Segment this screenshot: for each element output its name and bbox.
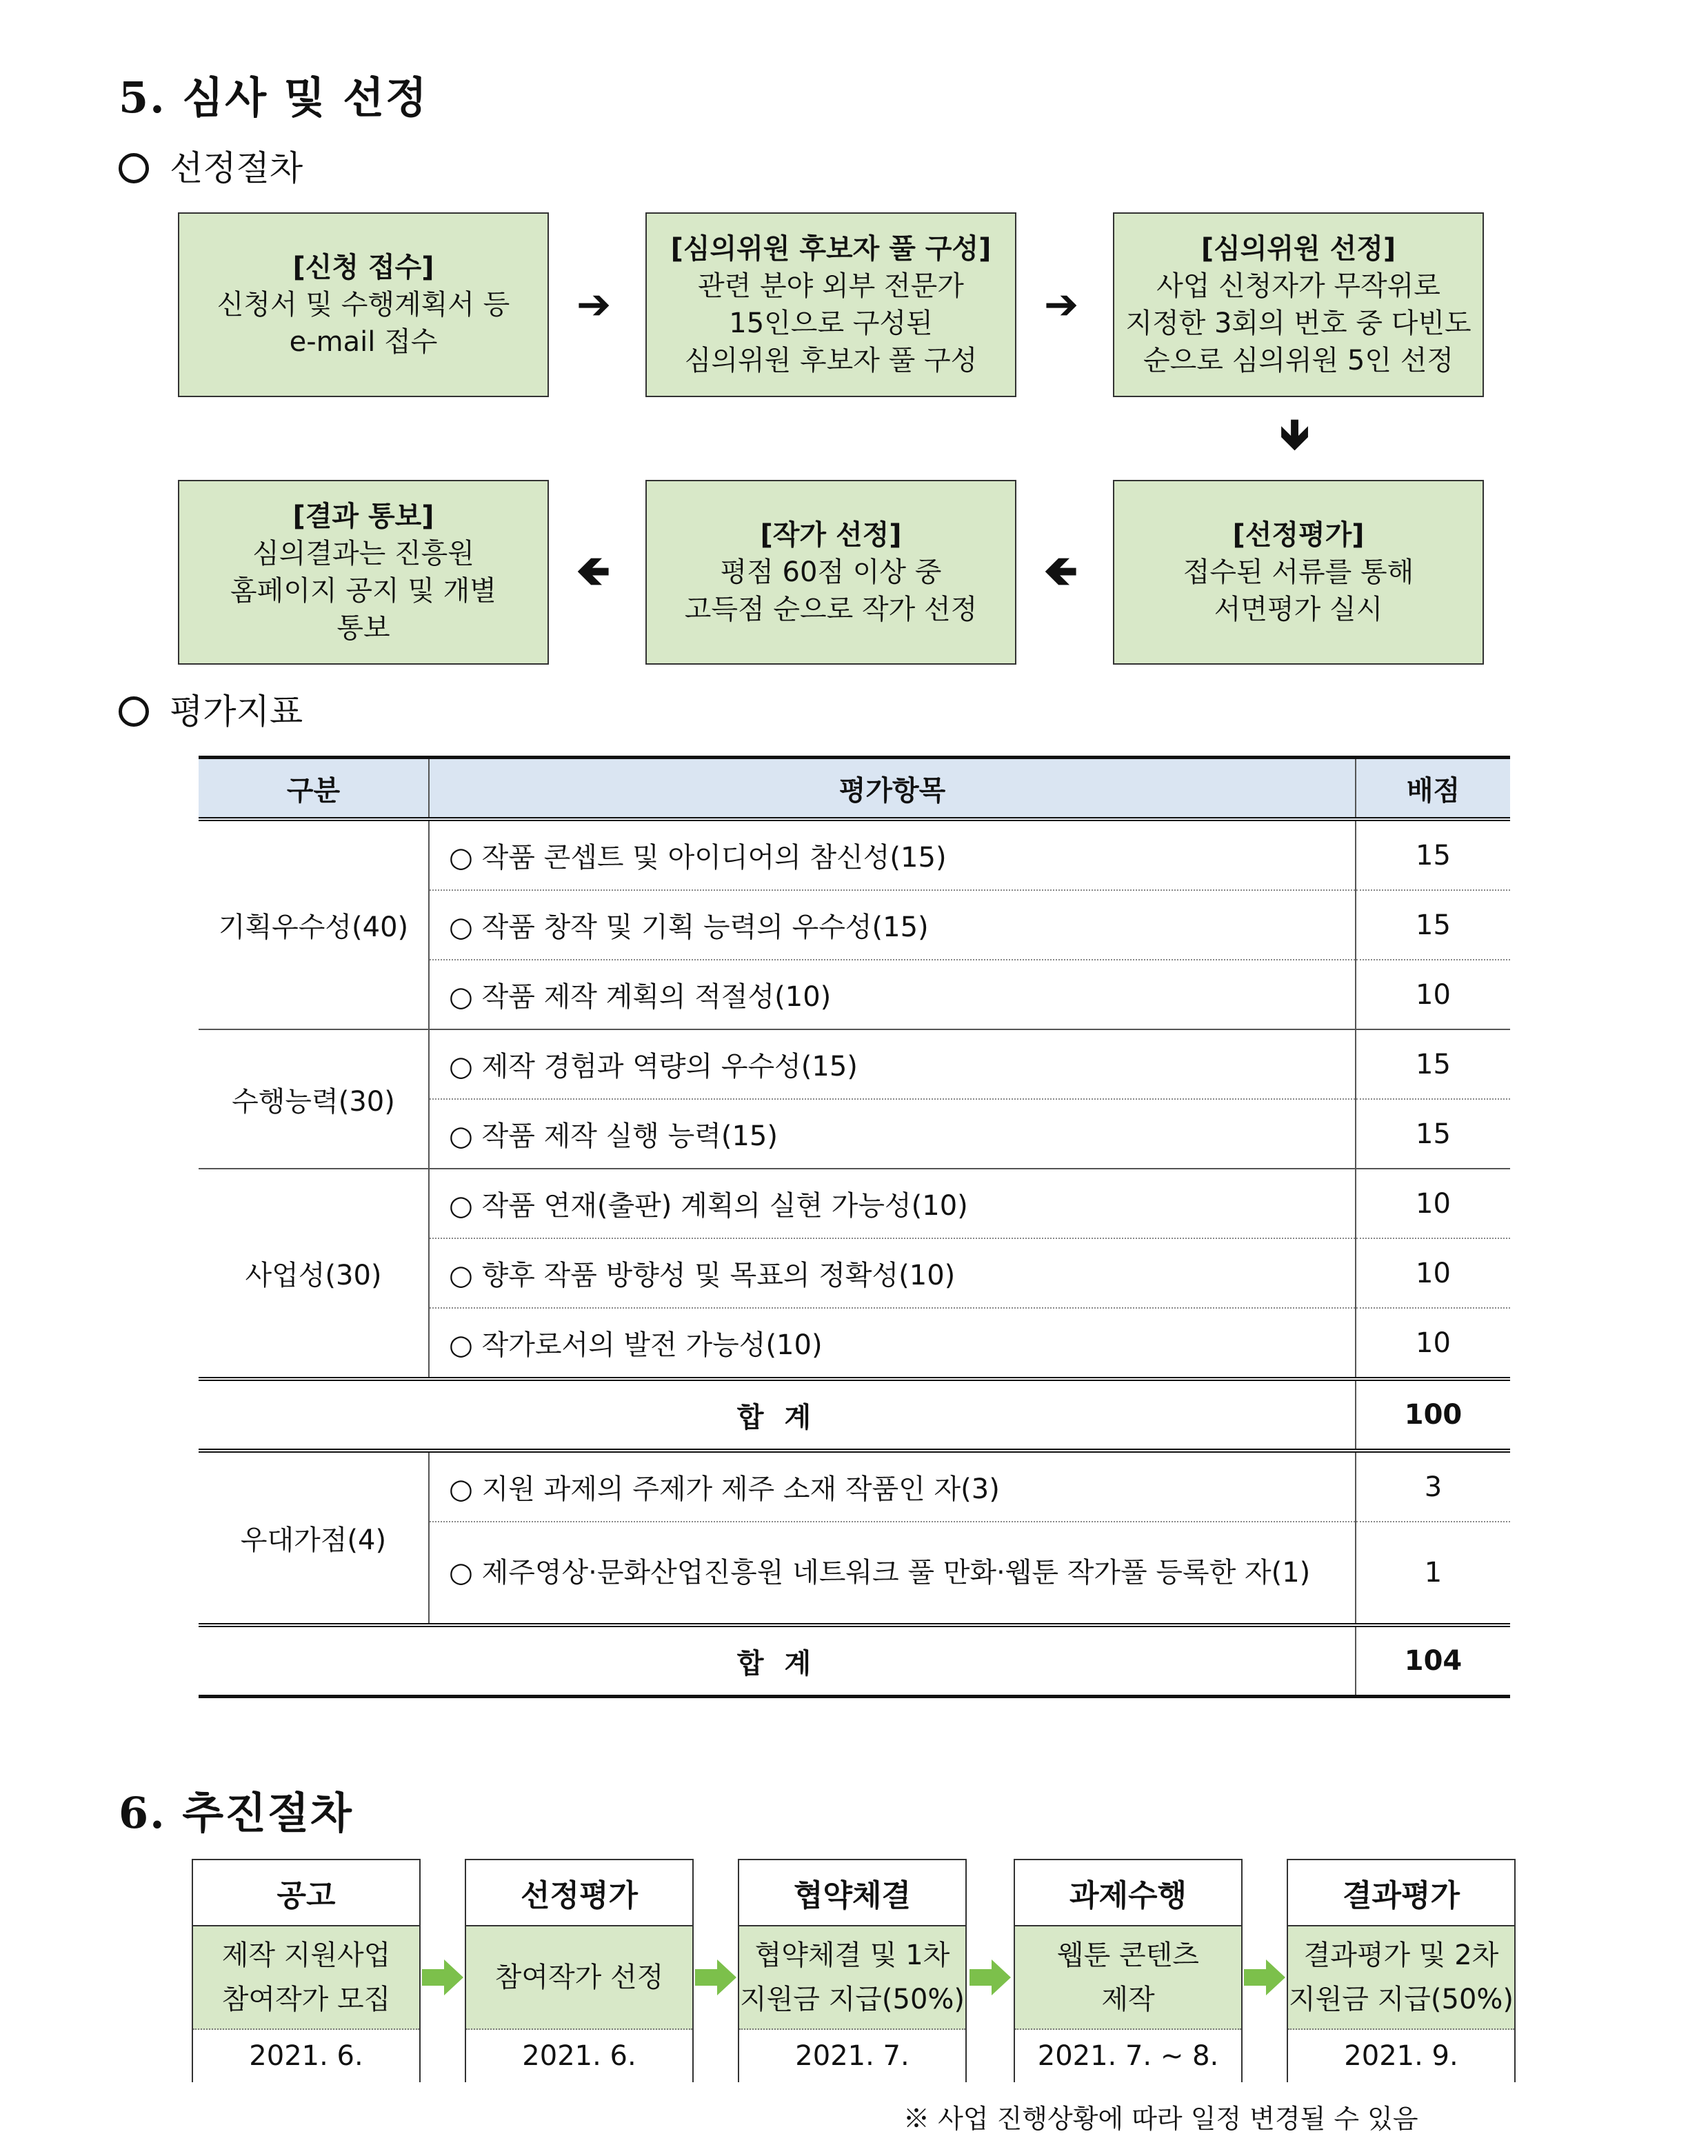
score-cell: 10 — [1416, 1327, 1451, 1359]
table-row — [199, 819, 1510, 890]
score-cell: 15 — [1356, 1099, 1510, 1169]
process-step-desc — [1015, 1926, 1241, 2030]
process-desc-line: 협약체결 및 1차 — [754, 1940, 950, 1971]
flow-step-line: 심의결과는 진흥원 — [252, 538, 474, 570]
process-desc-line: 지원금 지급(50%) — [1288, 1984, 1514, 2015]
green-right-arrow-icon — [1244, 1957, 1285, 1998]
process-desc-line: 참여작가 모집 — [221, 1984, 391, 2015]
item-cell: ○ 제작 경험과 역량의 우수성(15) — [429, 1029, 1356, 1099]
item-cell: ○ 향후 작품 방향성 및 목표의 정확성(10) — [429, 1238, 1356, 1308]
flow-step-line: 평점 60점 이상 중 — [720, 556, 942, 588]
process-step-agreement — [738, 1859, 967, 2082]
score-cell: 15 — [1356, 819, 1510, 890]
score-cell: 15 — [1356, 890, 1510, 960]
flow-step-title: [결과 통보] — [292, 501, 434, 532]
process-step-name: 공고 — [193, 1860, 419, 1926]
table-header-row — [199, 758, 1510, 820]
process-desc-line: 제작 지원사업 — [221, 1940, 391, 1971]
table-row — [199, 1029, 1510, 1099]
process-step-date: 2021. 9. — [1288, 2030, 1514, 2082]
flow-step-line: 접수된 서류를 통해 — [1183, 556, 1414, 588]
subtotal-value: 100 — [1356, 1379, 1510, 1451]
flow-step-committee — [1113, 212, 1484, 397]
flow-step-line: 관련 분야 외부 전문가 — [698, 270, 964, 302]
category-cell: 사업성(30) — [199, 1169, 429, 1379]
score-cell: 3 — [1356, 1451, 1510, 1522]
flow-step-application — [178, 212, 549, 397]
item-cell: ○ 작가로서의 발전 가능성(10) — [429, 1308, 1356, 1379]
item-cell: ○ 제주영상·문화산업진흥원 네트워크 풀 만화·웹툰 작가풀 등록한 자(1) — [429, 1522, 1356, 1625]
score-cell: 10 — [1356, 960, 1510, 1029]
evaluation-table — [199, 756, 1510, 1698]
flow-step-selection — [645, 480, 1016, 665]
flow-step-title: [작가 선정] — [760, 519, 902, 551]
left-arrow-icon: 🡸 — [1044, 547, 1078, 595]
section6-title: 6. 추진절차 — [119, 1788, 353, 1838]
right-arrow-icon: ➔ — [576, 281, 612, 329]
subtotal-label: 합 계 — [199, 1379, 1356, 1451]
flow-step-line: e-mail 접수 — [289, 326, 438, 358]
category-cell: 기획우수성(40) — [199, 819, 429, 1029]
total-label: 합 계 — [199, 1625, 1356, 1697]
process-step-date: 2021. 7. — [739, 2030, 965, 2082]
flow-step-line: 심의위원 후보자 풀 구성 — [684, 345, 978, 376]
green-right-arrow-icon — [969, 1957, 1011, 1998]
item-cell: ○ 작품 연재(출판) 계획의 실현 가능성(10) — [429, 1169, 1356, 1238]
hollow-circle-icon — [119, 153, 149, 183]
hollow-circle-icon — [119, 696, 149, 727]
left-arrow-icon: 🡸 — [576, 547, 610, 595]
process-step-desc — [1288, 1926, 1514, 2030]
flow-step-line: 사업 신청자가 무작위로 — [1156, 270, 1440, 302]
process-step-evaluation — [465, 1859, 694, 2082]
process-desc-line: 결과평가 및 2차 — [1303, 1940, 1499, 1971]
process-step-date: 2021. 6. — [466, 2030, 692, 2082]
total-row — [199, 1625, 1510, 1697]
process-step-desc — [193, 1926, 419, 2030]
flow-step-evaluation — [1113, 480, 1484, 665]
flow-step-line: 통보 — [336, 612, 390, 644]
process-step-date: 2021. 6. — [193, 2030, 419, 2082]
schedule-note: ※ 사업 진행상황에 따라 일정 변경될 수 있음 — [903, 2104, 1418, 2134]
flow-step-line: 15인으로 구성된 — [729, 308, 933, 339]
flow-step-result — [178, 480, 549, 665]
criteria-heading — [119, 684, 303, 734]
process-step-execution — [1014, 1859, 1243, 2082]
subtotal-row — [199, 1379, 1510, 1451]
table-row — [199, 1451, 1510, 1522]
process-step-result — [1287, 1859, 1516, 2082]
flow-step-line: 순으로 심의위원 5인 선정 — [1143, 345, 1454, 376]
header-category: 구분 — [199, 758, 429, 820]
procedure-heading-text: 선정절차 — [170, 148, 303, 188]
table-row — [199, 1169, 1510, 1238]
process-desc-line: 웹툰 콘텐츠 — [1057, 1940, 1199, 1971]
process-step-name: 협약체결 — [739, 1860, 965, 1926]
score-cell: 1 — [1424, 1557, 1443, 1589]
flow-step-title: [선정평가] — [1232, 519, 1365, 551]
procedure-heading — [119, 141, 303, 190]
flow-step-title: [신청 접수] — [292, 252, 434, 283]
process-desc-line: 제작 — [1101, 1984, 1155, 2015]
flow-step-pool — [645, 212, 1016, 397]
process-step-announcement — [192, 1859, 421, 2082]
category-cell: 수행능력(30) — [199, 1029, 429, 1169]
process-step-name: 과제수행 — [1015, 1860, 1241, 1926]
item-cell: ○ 지원 과제의 주제가 제주 소재 작품인 자(3) — [429, 1451, 1356, 1522]
item-cell: ○ 작품 제작 실행 능력(15) — [429, 1099, 1356, 1169]
criteria-heading-text: 평가지표 — [170, 692, 303, 732]
process-step-name: 결과평가 — [1288, 1860, 1514, 1926]
process-desc-line: 참여작가 선정 — [494, 1962, 664, 1993]
green-right-arrow-icon — [422, 1957, 463, 1998]
header-item: 평가항목 — [429, 758, 1356, 820]
flow-step-title: [심의위원 후보자 풀 구성] — [670, 233, 992, 265]
down-arrow-icon: 🡻 — [1280, 410, 1310, 459]
score-cell: 15 — [1356, 1029, 1510, 1099]
section5-title: 5. 심사 및 선정 — [119, 72, 428, 123]
process-desc-line: 지원금 지급(50%) — [739, 1984, 965, 2015]
green-right-arrow-icon — [695, 1957, 736, 1998]
right-arrow-icon: ➔ — [1044, 281, 1079, 329]
process-step-desc — [466, 1926, 692, 2030]
header-score: 배점 — [1356, 758, 1510, 820]
flow-step-line: 서면평가 실시 — [1214, 594, 1383, 625]
process-step-date: 2021. 7. ~ 8. — [1015, 2030, 1241, 2082]
process-step-name: 선정평가 — [466, 1860, 692, 1926]
item-cell: ○ 작품 창작 및 기획 능력의 우수성(15) — [429, 890, 1356, 960]
flow-step-line: 신청서 및 수행계획서 등 — [217, 289, 510, 321]
process-step-desc — [739, 1926, 965, 2030]
flow-step-title: [심의위원 선정] — [1200, 233, 1396, 265]
flow-step-line: 홈페이지 공지 및 개별 — [230, 575, 496, 607]
category-cell: 우대가점(4) — [199, 1451, 429, 1625]
score-cell: 10 — [1356, 1238, 1510, 1308]
flow-step-line: 지정한 3회의 번호 중 다빈도 — [1125, 308, 1471, 339]
item-cell: ○ 작품 제작 계획의 적절성(10) — [429, 960, 1356, 1029]
total-value: 104 — [1356, 1625, 1510, 1697]
item-cell: ○ 작품 콘셉트 및 아이디어의 참신성(15) — [429, 819, 1356, 890]
flow-step-line: 고득점 순으로 작가 선정 — [684, 594, 978, 625]
score-cell: 10 — [1356, 1169, 1510, 1238]
